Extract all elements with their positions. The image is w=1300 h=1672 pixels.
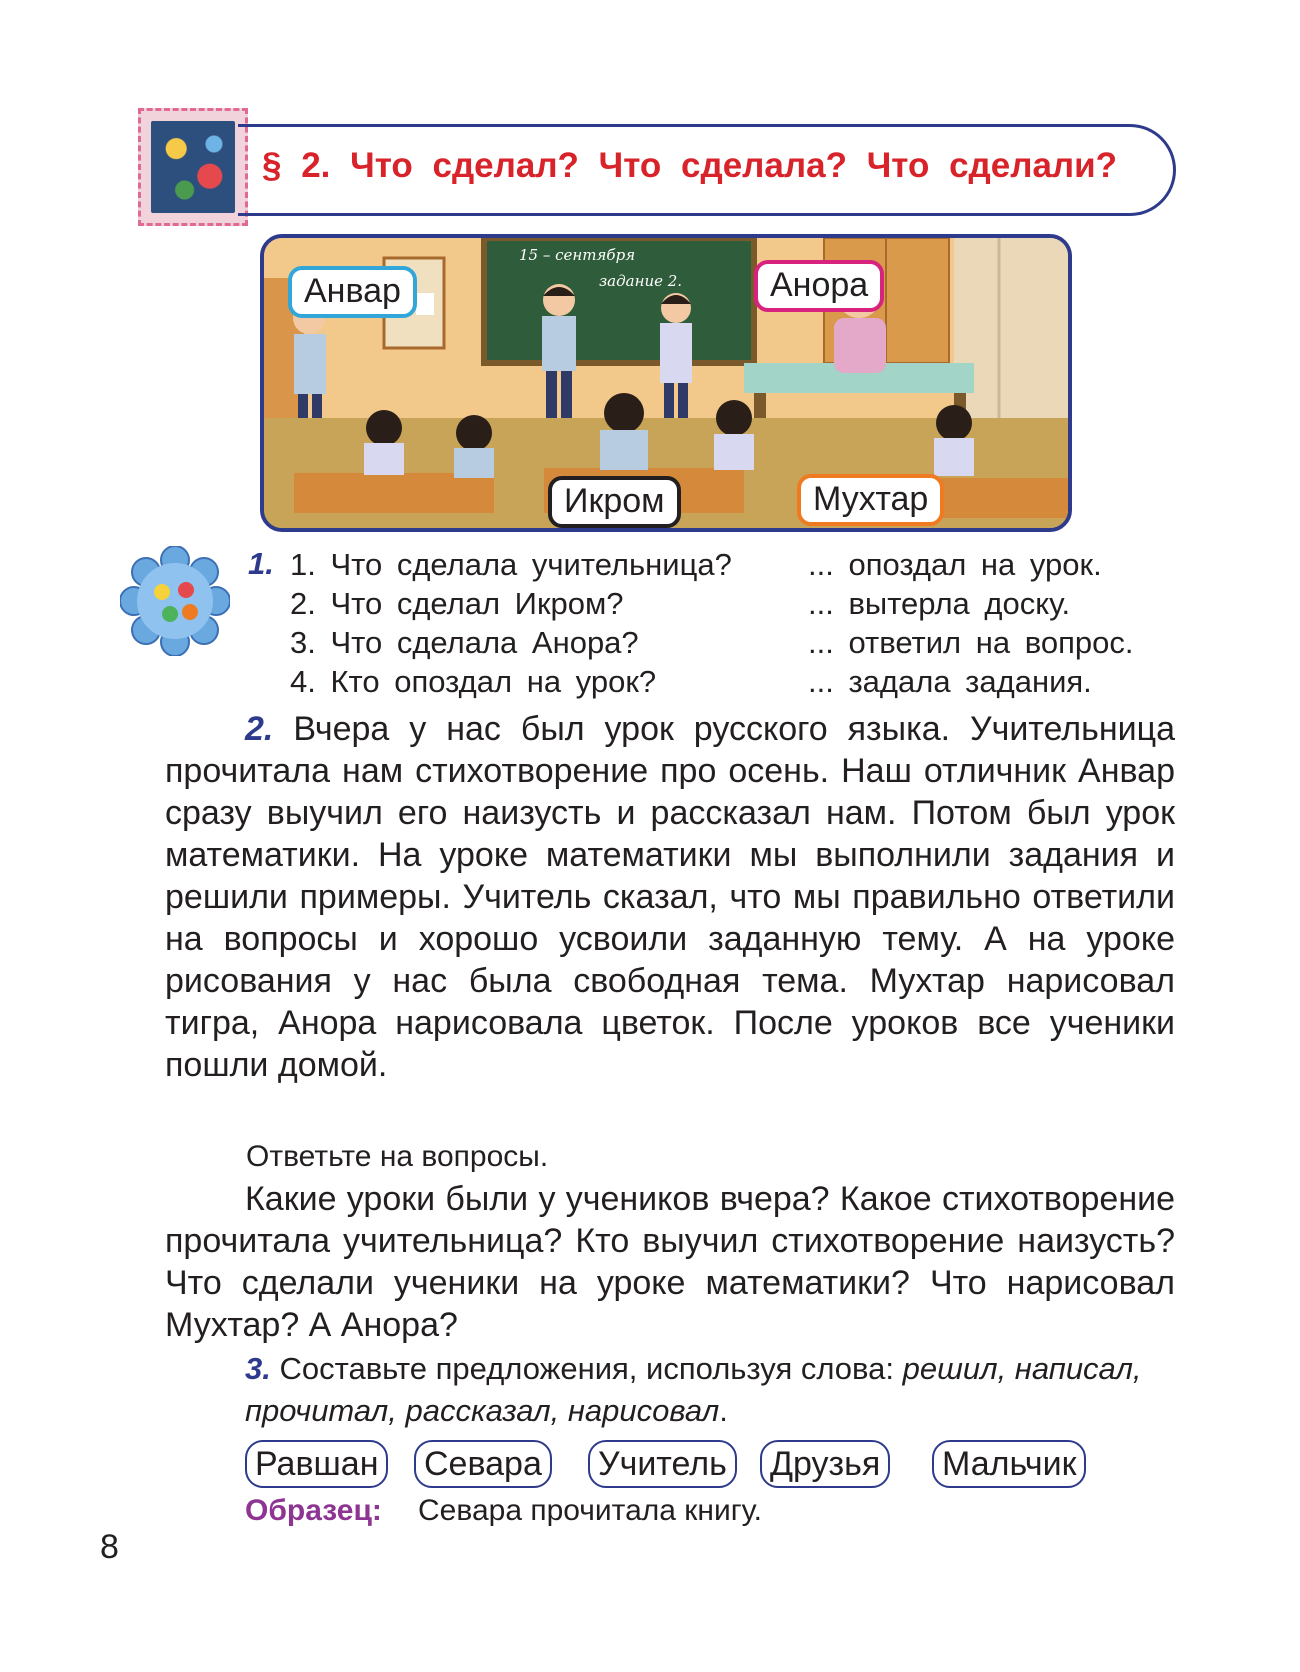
- word-chip-teacher: Учитель: [588, 1440, 737, 1488]
- exercise-3-number: 3.: [245, 1351, 271, 1386]
- classroom-illustration: [260, 234, 1072, 532]
- name-tag-anvar: Анвар: [288, 266, 417, 318]
- page-number: 8: [100, 1528, 119, 1566]
- answer-item: ... опоздал на урок.: [808, 547, 1102, 582]
- answer-item: ... ответил на вопрос.: [808, 625, 1134, 660]
- exercise-2-paragraph: Вчера у нас был урок русского языка. Учительница прочитала нам стихотворение про осень. Наш отличник Анвар сразу выучил его наизусть и рассказал нам. Потом был урок математики. На уроке математики мы выполнили задания и решили примеры. Учитель сказал, что мы правильно ответили на вопросы и хорошо усвоили заданную тему. А на уроке рисования у нас была свободная тема. Мухтар нарисовал тигра, Анора нарисовала цветок. После уроков все ученики пошли домой.: [165, 710, 1175, 1084]
- decorative-stamp-icon: [138, 108, 248, 226]
- question-item: 2. Что сделал Икром?: [290, 586, 624, 621]
- exercise-1-questions: [290, 545, 732, 701]
- exercise-3-words: решил, написал, прочитал, рассказал, нарисовал: [245, 1351, 1142, 1428]
- word-chip-boy: Мальчик: [932, 1440, 1086, 1488]
- exercise-3-instruction: Составьте предложения, используя слова:: [279, 1351, 895, 1386]
- exercise-2-number: 2.: [245, 710, 274, 748]
- word-chip-sevara: Севара: [414, 1440, 552, 1488]
- exercise-1-answers: [808, 545, 1133, 701]
- word-chip-friends: Друзья: [760, 1440, 890, 1488]
- answer-item: ... вытерла доску.: [808, 586, 1071, 621]
- name-tag-ikrom: Икром: [548, 476, 681, 528]
- sample-sentence: Севара прочитала книгу.: [418, 1494, 763, 1527]
- question-item: 3. Что сделала Анора?: [290, 625, 639, 660]
- question-item: 4. Кто опоздал на урок?: [290, 664, 657, 699]
- exercise-2-questions: Какие уроки были у учеников вчера? Какое стихотворение прочитала учительница? Кто выучил стихотворение наизусть? Что сделали ученики на уроке математики? Что нарисовал Мухтар? А Анора?: [165, 1180, 1175, 1344]
- answer-item: ... задала задания.: [808, 664, 1092, 699]
- name-tag-mukhtar: Мухтар: [797, 474, 944, 526]
- exercise-3-text: [245, 1348, 1175, 1432]
- exercise-1-number: 1.: [248, 546, 274, 581]
- exercise-3-period: .: [719, 1393, 728, 1428]
- sample-label: Образец:: [245, 1494, 382, 1527]
- name-tag-anora: Анора: [754, 260, 884, 312]
- board-date: 15 – сентября: [519, 246, 636, 264]
- exercise-2-text: [165, 708, 1175, 1086]
- exercise-2-instruction: Ответьте на вопросы.: [246, 1140, 549, 1173]
- flower-ornament: [151, 121, 235, 213]
- exercise-flower-icon: [120, 546, 230, 656]
- section-title: § 2. Что сделал? Что сделала? Что сделали?: [262, 146, 1118, 185]
- question-item: 1. Что сделала учительница?: [290, 547, 732, 582]
- board-task: задание 2.: [599, 272, 683, 290]
- word-chip-ravshan: Равшан: [245, 1440, 388, 1488]
